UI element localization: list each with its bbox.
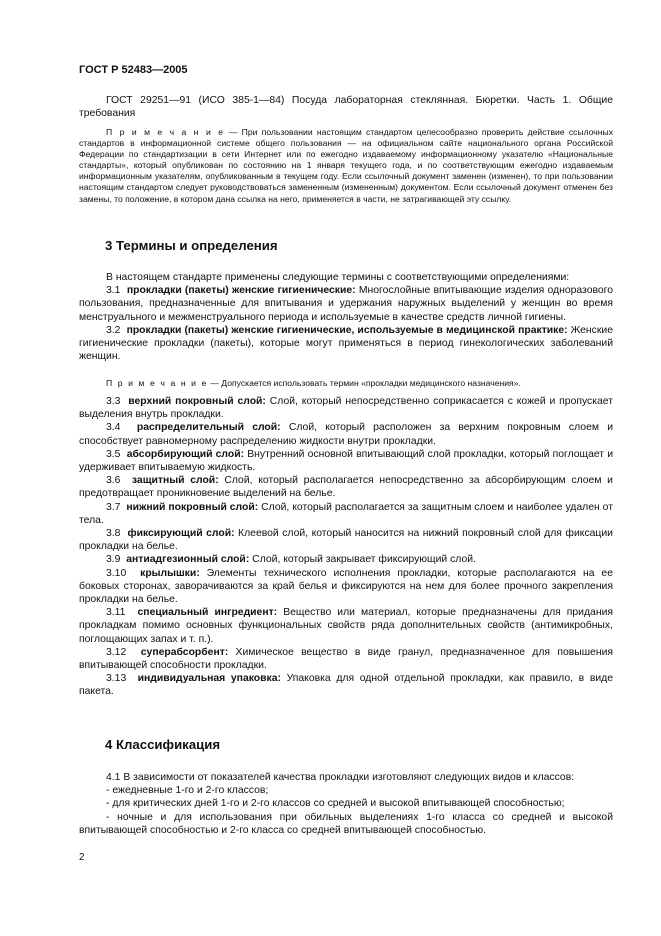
term-name: распределительный слой: xyxy=(136,422,281,434)
term-number: 3.1 xyxy=(106,285,121,297)
section-4-body xyxy=(79,771,613,837)
term-number: 3.2 xyxy=(106,324,121,336)
list-item: - ежедневные 1-го и 2-го классов; xyxy=(106,785,269,797)
note-label: П р и м е ч а н и е xyxy=(106,378,208,388)
term-number: 3.11 xyxy=(106,607,126,619)
note-text: — Допускается использовать термин «прокладки медицинского назначения». xyxy=(207,378,521,388)
term-name: прокладки (пакеты) женские гигиенические: xyxy=(126,285,356,297)
reference-entry xyxy=(79,94,613,120)
term-definition: Упаковка для одной отдельной прокладки, как правило, в виде пакета. xyxy=(79,673,614,698)
term-3-13 xyxy=(79,672,613,698)
term-name: специальный ингредиент: xyxy=(137,607,278,619)
term-3-9 xyxy=(79,553,613,566)
section-3-intro: В настоящем стандарте применены следующие термины с соответствующими определениями: xyxy=(106,272,570,283)
term-name: суперабсорбент: xyxy=(140,646,229,658)
term-3-6 xyxy=(79,474,613,500)
term-3-11 xyxy=(79,606,613,646)
term-definition: Слой, который закрывает фиксирующий слой. xyxy=(249,554,476,566)
term-name: индивидуальная упаковка: xyxy=(137,673,281,685)
term-number: 3.6 xyxy=(106,475,121,487)
term-name: абсорбирующий слой: xyxy=(126,448,245,460)
term-3-8 xyxy=(79,527,613,553)
term-definition: Вещество или материал, которые предназначены для придания прокладкам помимо основных функциональных свойств ряда дополнительных свойств (антимикробных, поглощающих запах и т. п.). xyxy=(79,607,613,645)
term-3-3 xyxy=(79,395,613,421)
section-4-title: 4 Классификация xyxy=(105,737,221,752)
page-number: 2 xyxy=(79,852,85,863)
term-name: защитный слой: xyxy=(131,475,219,487)
term-3-1 xyxy=(79,284,613,324)
document-header: ГОСТ Р 52483—2005 xyxy=(79,64,188,76)
term-name: антиадгезионный слой: xyxy=(126,554,250,566)
note-text: — При пользовании настоящим стандартом целесообразно проверить действие ссылочных стандартов в информационной системе общего пользования — на официальном сайте национального органа Российской Федерации по стандартизации в сети Интернет или по ежегодно издаваемому информационному указателю «Национальные стандарты», который опубликован по состоянию на 1 января текущего года, и по соответствующим ежегодно издаваемым информационным указателям, опубликованным в текущем году. Если ссылочный документ заменен (изменен), то при пользовании настоящим стандартом следует руководствоваться замененным (измененным) документом. Если ссылочный документ отменен без замены, то положение, в котором дана ссылка на него, применяется в части, не затрагивающей эту ссылку. xyxy=(79,127,614,204)
term-definition: Внутренний основной впитывающий слой прокладки, который поглощает и удерживает впитываемую жидкость. xyxy=(79,448,613,474)
term-3-4 xyxy=(79,421,613,447)
section-3-body xyxy=(79,271,613,363)
section-3-title: 3 Термины и определения xyxy=(105,238,278,253)
term-name: нижний покровный слой: xyxy=(126,501,259,513)
term-name: крылышки: xyxy=(140,567,200,579)
term-definition: Клеевой слой, который наносится на нижний покровный слой для фиксации прокладки на белье. xyxy=(79,528,613,553)
term-number: 3.5 xyxy=(106,448,121,460)
term-number: 3.13 xyxy=(106,673,127,685)
note-references xyxy=(79,127,613,205)
term-number: 3.12 xyxy=(106,646,127,658)
note-label: П р и м е ч а н и е xyxy=(106,127,225,137)
term-3-2 xyxy=(79,324,613,364)
term-3-12 xyxy=(79,646,613,672)
term-definition: Женские гигиенические прокладки (пакеты), которые могут применяться в период гинекологических заболеваний женщин. xyxy=(79,324,613,363)
note-term xyxy=(79,378,613,389)
term-name: прокладки (пакеты) женские гигиенические, используемые в медицинской практике: xyxy=(126,324,568,336)
list-item: - для критических дней 1-го и 2-го классов со средней и высокой впитывающей способностью; xyxy=(106,798,565,810)
term-3-10 xyxy=(79,567,613,607)
reference-text: ГОСТ 29251—91 (ИСО 385-1—84) Посуда лабораторная стеклянная. Бюретки. Часть 1. Общие требования xyxy=(79,95,613,120)
term-definition: Слой, который расположен за верхним покровным слоем и способствует равномерному распределению жидкости внутри прокладки. xyxy=(79,422,614,447)
term-number: 3.3 xyxy=(106,396,121,407)
term-number: 3.9 xyxy=(106,554,121,566)
term-definition: Слой, который непосредственно соприкасается с кожей и пропускает выделения внутрь прокладки. xyxy=(79,396,613,421)
term-name: верхний покровный слой: xyxy=(128,396,266,407)
term-definition: Многослойные впитывающие изделия одноразового пользования, предназначенные для впитывания и удержания наружных выделений у женщин во время менструального и межменструального периода и используемые в качестве средств личной гигиены. xyxy=(79,285,613,323)
term-name: фиксирующий слой: xyxy=(127,528,235,540)
term-definition: Слой, который располагается непосредственно за абсорбирующим слоем и предотвращает проникновение выделений на белье. xyxy=(79,475,613,500)
term-number: 3.7 xyxy=(106,501,121,513)
term-3-5 xyxy=(79,448,613,474)
list-item: - ночные и для использования при обильных выделениях 1-го класса со средней и высокой впитывающей способностью и 2-го класса со средней впитывающей способностью. xyxy=(79,811,613,836)
term-number: 3.4 xyxy=(106,422,121,434)
section-4-1: 4.1 В зависимости от показателей качества прокладки изготовляют следующих видов и классов: xyxy=(106,772,575,783)
term-number: 3.10 xyxy=(106,567,127,579)
term-definition: Слой, который располагается за защитным слоем и наиболее удален от тела. xyxy=(79,501,613,526)
term-definition: Элементы технического исполнения прокладки, которые располагаются на ее боковых сторонах, заворачиваются за край белья и фиксируются на нем для более прочного закрепления прокладки на белье. xyxy=(79,567,613,606)
term-3-7 xyxy=(79,501,613,527)
term-number: 3.8 xyxy=(106,528,121,540)
terms-list xyxy=(79,395,613,699)
term-definition: Химическое вещество в виде гранул, предназначенное для повышения впитывающей способности прокладки. xyxy=(79,646,613,672)
